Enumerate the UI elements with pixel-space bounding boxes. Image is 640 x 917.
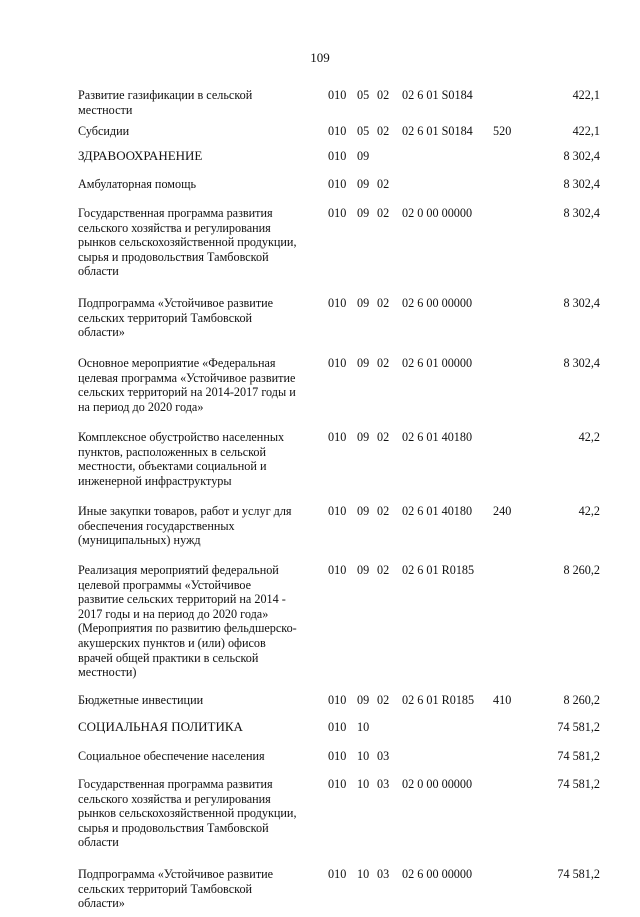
table-row (0, 206, 640, 286)
row-name: Развитие газификации в сельской местности (78, 88, 253, 117)
row-name: Основное мероприятие «Федеральная целевая программа «Устойчивое развитие сельских территорий на 2014-2017 годы и на период до 2020 года» (78, 356, 296, 414)
row-amount: 74 581,2 (557, 720, 600, 734)
row-section-code: 09 (357, 504, 370, 518)
row-ved-code: 010 (328, 777, 347, 791)
row-section-code: 10 (357, 720, 370, 734)
row-section-code: 09 (357, 430, 370, 444)
row-subsection-code: 02 (377, 563, 390, 577)
row-section-code: 09 (357, 177, 370, 191)
row-amount: 8 302,4 (563, 296, 600, 310)
row-target-code: 02 6 00 00000 (402, 867, 473, 881)
row-section-code: 09 (357, 693, 370, 707)
row-name: Бюджетные инвестиции (78, 693, 204, 707)
row-section-code: 09 (357, 206, 370, 220)
row-amount: 8 302,4 (563, 356, 600, 370)
table-row (0, 777, 640, 857)
row-target-code: 02 6 01 S0184 (402, 124, 473, 138)
table-row (0, 430, 640, 494)
row-section-code: 05 (357, 124, 370, 138)
row-expense-type: 520 (493, 124, 512, 138)
table-row (0, 296, 640, 346)
row-amount: 422,1 (572, 124, 600, 138)
row-section-code: 09 (357, 296, 370, 310)
row-amount: 74 581,2 (557, 867, 600, 881)
row-subsection-code: 03 (377, 867, 390, 881)
row-ved-code: 010 (328, 563, 347, 577)
row-subsection-code: 02 (377, 430, 390, 444)
row-subsection-code: 02 (377, 296, 390, 310)
row-section-code: 10 (357, 777, 370, 791)
row-amount: 422,1 (572, 88, 600, 102)
row-ved-code: 010 (328, 88, 347, 102)
row-subsection-code: 03 (377, 749, 390, 763)
table-row (0, 356, 640, 420)
row-target-code: 02 6 00 00000 (402, 296, 473, 310)
table-row (0, 88, 640, 118)
row-amount: 8 260,2 (563, 693, 600, 707)
row-section-code: 05 (357, 88, 370, 102)
row-ved-code: 010 (328, 693, 347, 707)
row-amount: 74 581,2 (557, 777, 600, 791)
row-expense-type: 240 (493, 504, 512, 518)
row-target-code: 02 0 00 00000 (402, 777, 473, 791)
row-target-code: 02 6 01 40180 (402, 430, 473, 444)
table-row (0, 504, 640, 553)
row-section-code: 09 (357, 563, 370, 577)
table-row (0, 749, 640, 767)
row-subsection-code: 02 (377, 124, 390, 138)
page-number: 109 (310, 50, 330, 65)
row-name: СОЦИАЛЬНАЯ ПОЛИТИКА (78, 719, 243, 734)
row-ved-code: 010 (328, 749, 347, 763)
row-ved-code: 010 (328, 720, 347, 734)
row-amount: 8 302,4 (563, 206, 600, 220)
row-target-code: 02 6 01 00000 (402, 356, 473, 370)
row-section-code: 10 (357, 749, 370, 763)
table-row (0, 720, 640, 739)
row-name: Комплексное обустройство населенных пунктов, расположенных в сельской местности, объектами социальной и инженерной инфраструктуры (78, 430, 285, 488)
row-subsection-code: 02 (377, 504, 390, 518)
row-ved-code: 010 (328, 206, 347, 220)
row-name: Государственная программа развития сельского хозяйства и регулирования рынков сельскохозяйственной продукции, сырья и продовольствия Тамбовской области (78, 206, 297, 279)
row-target-code: 02 6 01 40180 (402, 504, 473, 518)
row-target-code: 02 6 01 S0184 (402, 88, 473, 102)
row-name: Подпрограмма «Устойчивое развитие сельских территорий Тамбовской области» (78, 867, 274, 911)
row-amount: 8 260,2 (563, 563, 600, 577)
row-name: Подпрограмма «Устойчивое развитие сельских территорий Тамбовской области» (78, 296, 274, 340)
row-subsection-code: 02 (377, 177, 390, 191)
table-row (0, 867, 640, 917)
row-section-code: 09 (357, 356, 370, 370)
table-row (0, 563, 640, 683)
row-amount: 8 302,4 (563, 149, 600, 163)
row-ved-code: 010 (328, 356, 347, 370)
row-section-code: 10 (357, 867, 370, 881)
row-name: Амбулаторная помощь (78, 177, 197, 191)
row-ved-code: 010 (328, 124, 347, 138)
row-amount: 42,2 (578, 430, 600, 444)
table-row (0, 177, 640, 196)
row-ved-code: 010 (328, 867, 347, 881)
row-expense-type: 410 (493, 693, 512, 707)
row-subsection-code: 03 (377, 777, 390, 791)
row-amount: 42,2 (578, 504, 600, 518)
row-subsection-code: 02 (377, 693, 390, 707)
row-ved-code: 010 (328, 430, 347, 444)
row-name: Иные закупки товаров, работ и услуг для обеспечения государственных (муниципальных) нужд (78, 504, 292, 548)
row-amount: 74 581,2 (557, 749, 600, 763)
row-ved-code: 010 (328, 504, 347, 518)
row-name: Реализация мероприятий федеральной целевой программы «Устойчивое развитие сельских территорий на 2014 - 2017 годы и на период до 2020 года» (Мероприятия по развитию фельдшерско- акушерских пунктов и (или) офисов врачей общей практики в сельской местности) (78, 563, 297, 680)
row-name: Государственная программа развития сельского хозяйства и регулирования рынков сельскохозяйственной продукции, сырья и продовольствия Тамбовской области (78, 777, 297, 850)
table-row (0, 124, 640, 139)
row-section-code: 09 (357, 149, 370, 163)
table-row (0, 693, 640, 710)
row-target-code: 02 6 01 R0185 (402, 563, 475, 577)
row-subsection-code: 02 (377, 356, 390, 370)
row-name: Социальное обеспечение населения (78, 749, 265, 763)
row-ved-code: 010 (328, 177, 347, 191)
row-subsection-code: 02 (377, 206, 390, 220)
row-target-code: 02 0 00 00000 (402, 206, 473, 220)
row-ved-code: 010 (328, 149, 347, 163)
row-ved-code: 010 (328, 296, 347, 310)
row-name: Субсидии (78, 124, 130, 138)
row-subsection-code: 02 (377, 88, 390, 102)
table-row (0, 149, 640, 167)
row-amount: 8 302,4 (563, 177, 600, 191)
row-name: ЗДРАВООХРАНЕНИЕ (78, 148, 203, 163)
row-target-code: 02 6 01 R0185 (402, 693, 475, 707)
